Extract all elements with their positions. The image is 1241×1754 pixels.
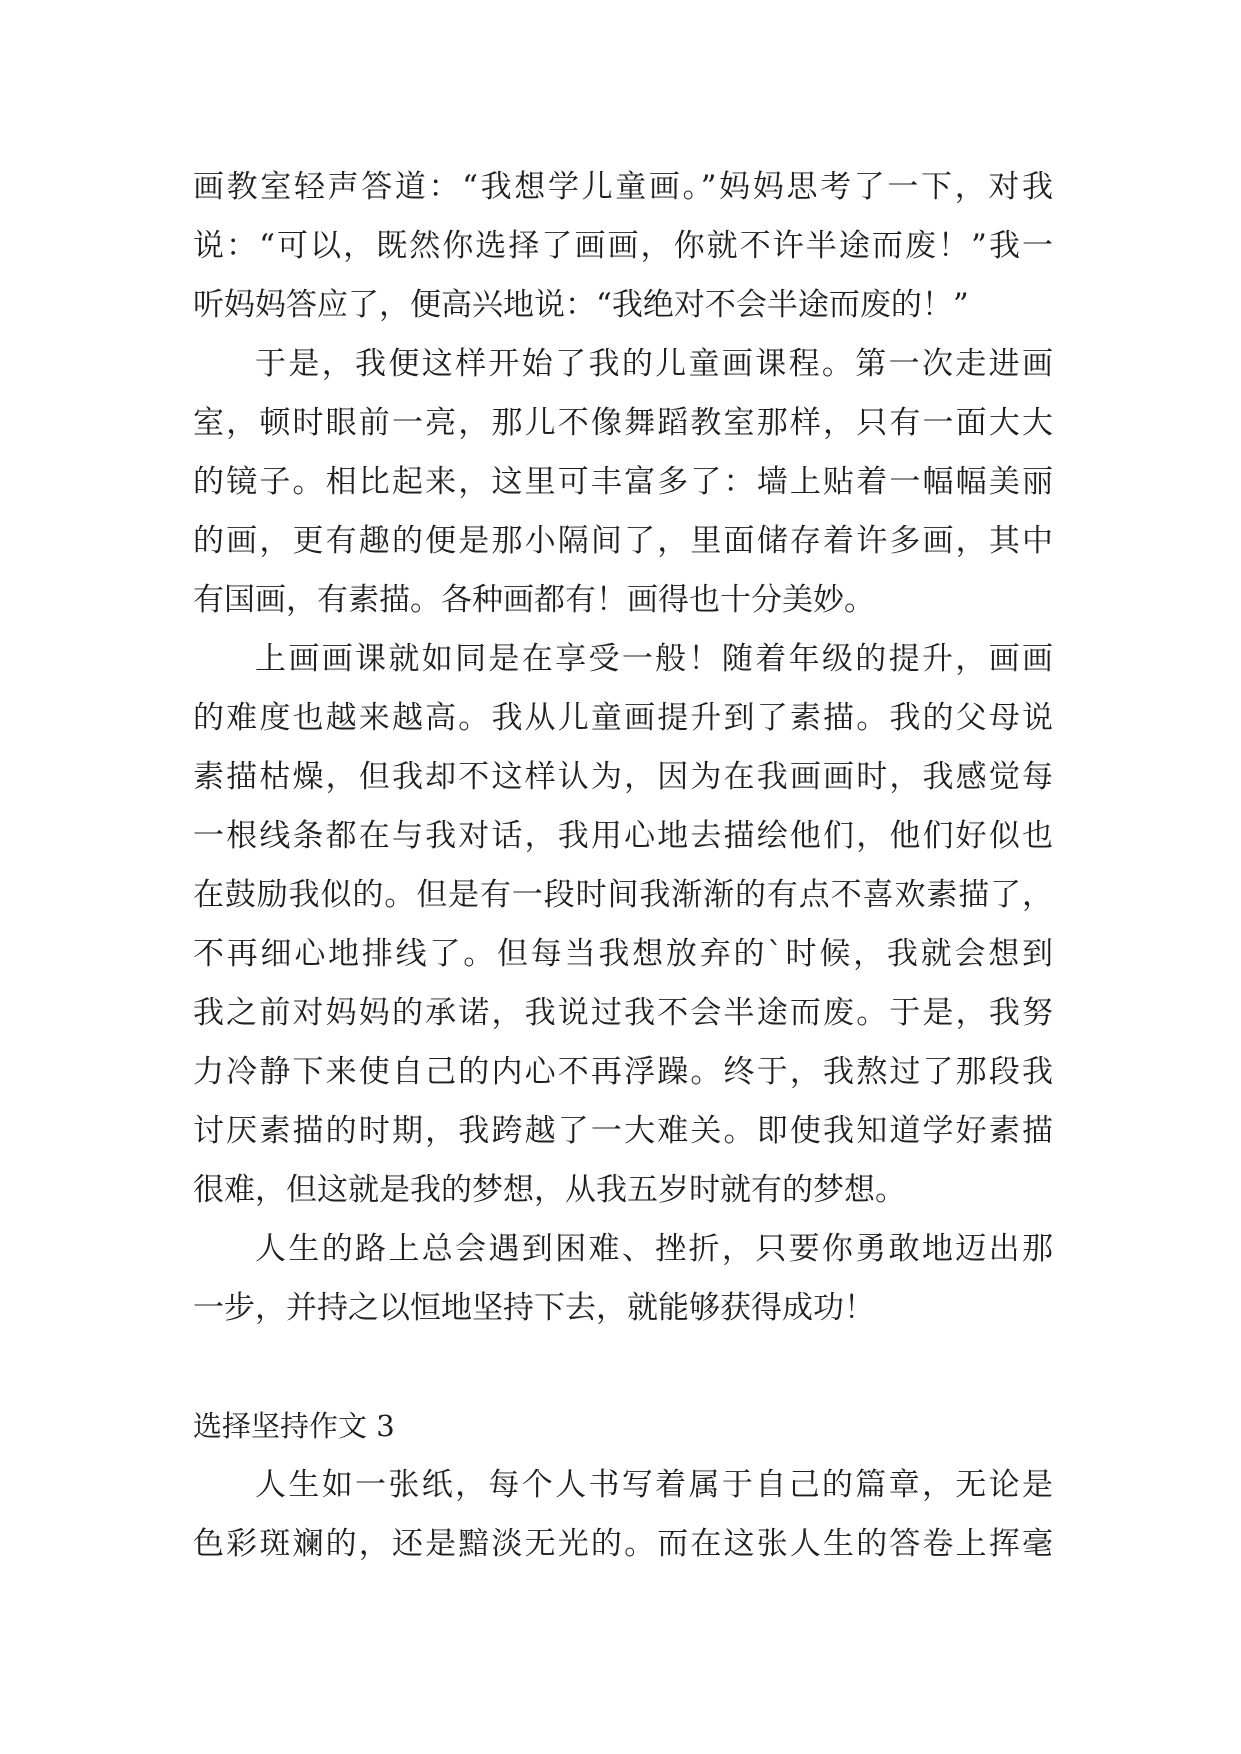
text-line: 不再细心地排线了。但每当我想放弃的`时候，我就会想到 bbox=[193, 936, 1053, 972]
text-line: 力冷静下来使自己的内心不再浮躁。终于，我熬过了那段我 bbox=[193, 1054, 1053, 1090]
text-line: 有国画，有素描。各种画都有！画得也十分美妙。 bbox=[193, 582, 875, 618]
text-line: 一步，并持之以恒地坚持下去，就能够获得成功！ bbox=[193, 1290, 875, 1326]
text-line: 画教室轻声答道：“我想学儿童画。”妈妈思考了一下，对我 bbox=[193, 169, 1053, 205]
text-line: 的难度也越来越高。我从儿童画提升到了素描。我的父母说 bbox=[193, 700, 1053, 736]
paragraph-2 bbox=[193, 335, 1053, 630]
text-line: 素描枯燥，但我却不这样认为，因为在我画画时，我感觉每 bbox=[193, 759, 1053, 795]
text-line: 在鼓励我似的。但是有一段时间我渐渐的有点不喜欢素描了， bbox=[193, 877, 1053, 913]
paragraph-3 bbox=[193, 630, 1053, 1220]
text-line: 我之前对妈妈的承诺，我说过我不会半途而废。于是，我努 bbox=[193, 995, 1053, 1031]
text-line: 人生的路上总会遇到困难、挫折，只要你勇敢地迈出那 bbox=[255, 1231, 1053, 1267]
text-line: 很难，但这就是我的梦想，从我五岁时就有的梦想。 bbox=[193, 1172, 906, 1208]
text-line: 的画，更有趣的便是那小隔间了，里面储存着许多画，其中 bbox=[193, 523, 1053, 559]
text-line: 于是，我便这样开始了我的儿童画课程。第一次走进画 bbox=[255, 346, 1053, 382]
text-line: 室，顿时眼前一亮，那儿不像舞蹈教室那样，只有一面大大 bbox=[193, 405, 1053, 441]
text-line: 讨厌素描的时期，我跨越了一大难关。即使我知道学好素描 bbox=[193, 1113, 1053, 1149]
text-line: 色彩斑斓的，还是黯淡无光的。而在这张人生的答卷上挥毫 bbox=[193, 1526, 1053, 1562]
section-heading: 选择坚持作文 3 bbox=[193, 1409, 395, 1443]
text-line: 人生如一张纸，每个人书写着属于自己的篇章，无论是 bbox=[255, 1467, 1053, 1503]
text-line: 听妈妈答应了，便高兴地说：“我绝对不会半途而废的！” bbox=[193, 287, 969, 323]
text-line: 说：“可以，既然你选择了画画，你就不许半途而废！”我一 bbox=[193, 228, 1053, 264]
text-line: 的镜子。相比起来，这里可丰富多了：墙上贴着一幅幅美丽 bbox=[193, 464, 1053, 500]
document-body bbox=[193, 158, 1053, 1574]
paragraph-4 bbox=[193, 1220, 1053, 1338]
section-paragraph bbox=[193, 1456, 1053, 1574]
text-line: 上画画课就如同是在享受一般！随着年级的提升，画画 bbox=[255, 641, 1053, 677]
text-line: 一根线条都在与我对话，我用心地去描绘他们，他们好似也 bbox=[193, 818, 1053, 854]
paragraph-1 bbox=[193, 158, 1053, 335]
